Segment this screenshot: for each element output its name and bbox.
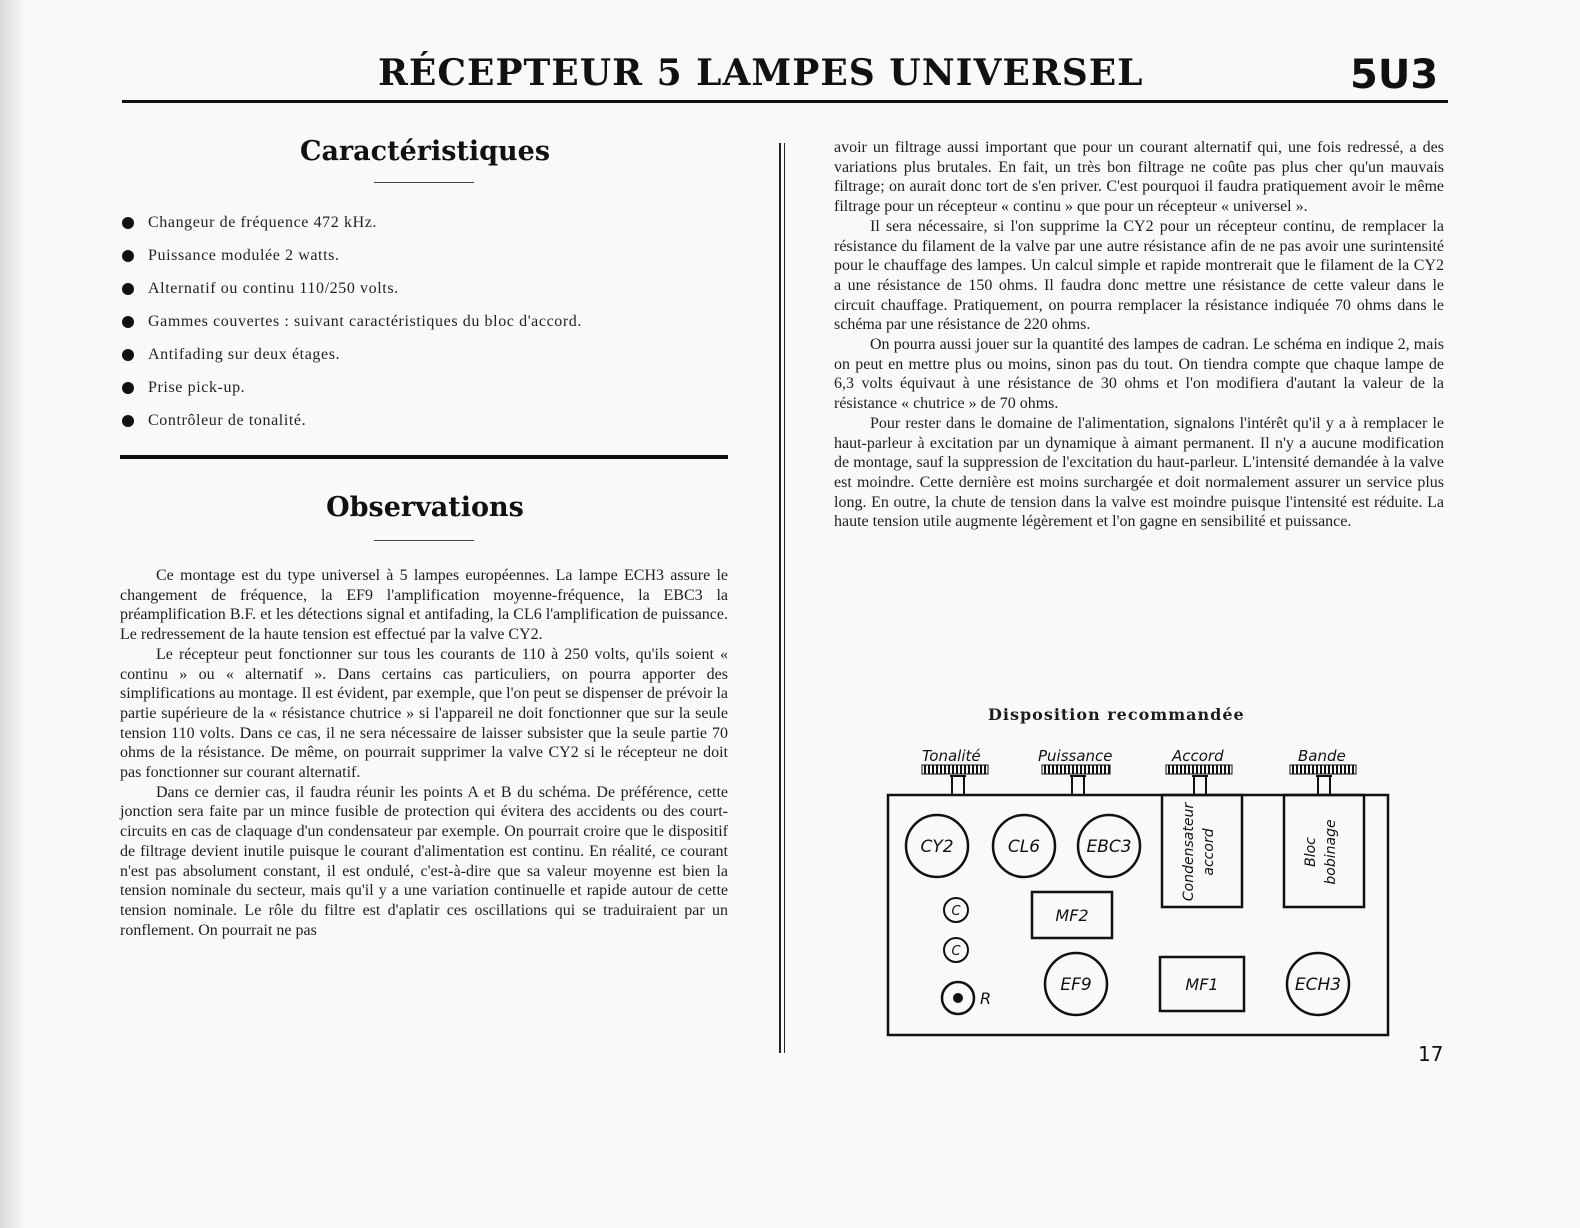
knob-tonalite-icon (922, 765, 988, 794)
header-rule (122, 100, 1448, 103)
page-title: RÉCEPTEUR 5 LAMPES UNIVERSEL (378, 52, 1144, 94)
jack-c-1 (944, 898, 968, 922)
svg-text:MF2: MF2 (1055, 906, 1089, 925)
control-label-accord: Accord (1172, 747, 1224, 765)
svg-text:MF1: MF1 (1185, 975, 1219, 994)
paragraph: Pour rester dans le domaine de l'alimentation, signalons l'intérêt qu'il y a à remplacer le haut-parleur à excitation par un dynamique à aimant permanent. Il n'y a aucune modification de montage, sauf la suppression de l'excitation du haut-parleur. L'intensité demandée à la valve est moindre. Cette dernière est moins surchargée et doit normalement assurer un service plus long. En outre, la chute de tension dans la valve est moindre puisque l'intensité est réduite. La haute tension utile augmente légèrement et l'on gagne en sensibilité et puissance. (834, 414, 1444, 531)
svg-text:ECH3: ECH3 (1294, 975, 1342, 995)
control-label-tonalite: Tonalité (922, 747, 981, 765)
svg-text:EBC3: EBC3 (1086, 837, 1132, 857)
observations-right-column (834, 138, 1444, 532)
bullet-icon (122, 316, 134, 328)
tube-cl6 (993, 815, 1055, 877)
list-item: Gammes couvertes : suivant caractéristiques du bloc d'accord. (122, 305, 582, 338)
svg-text:accord: accord (1201, 828, 1217, 876)
bullet-icon (122, 250, 134, 262)
if-transformer-mf2 (1032, 892, 1112, 938)
if-transformer-mf1 (1160, 957, 1244, 1011)
coil-block (1284, 795, 1364, 907)
list-item: Changeur de fréquence 472 kHz. (122, 206, 582, 239)
tube-cy2 (906, 815, 968, 877)
svg-text:CL6: CL6 (1007, 837, 1041, 857)
page-number: 17 (1418, 1042, 1444, 1066)
observations-underline (374, 540, 474, 541)
paragraph: Dans ce dernier cas, il faudra réunir les points A et B du schéma. De préférence, cette jonction sera faite par un mince fusible de protection qui évitera des accidents ou des court-circuits en cas de claquage d'un condensateur par exemple. On pourrait croire que le dispositif de filtrage devient inutile puisque le courant d'alimentation est continu. En réalité, ce courant n'est pas absolument constant, il est ondulé, c'est-à-dire que sa valeur moyenne est bien la tension nominale du secteur, mais qu'il y a une variation continuelle et rapide autour de cette tension nominale. Le rôle du filtre est d'aplatir ces oscillations qui se traduiraient par un ronflement. On pourrait ne pas (120, 783, 728, 939)
knob-puissance-icon (1042, 765, 1110, 794)
paragraph: avoir un filtrage aussi important que pour un courant alternatif qui, une fois redressé, a des variations plus brutales. En fait, un très bon filtrage ne coûte pas plus cher qu'un mauvais filtrage; on aurait donc tort de s'en priver. C'est pourquoi il faudra pratiquement avoir le même filtrage pour un récepteur « continu » que pour un récepteur « universel ». (834, 139, 1444, 216)
diagram-title: Disposition recommandée (988, 705, 1245, 724)
svg-text:Condensateur: Condensateur (1181, 802, 1197, 902)
list-item: Contrôleur de tonalité. (122, 404, 582, 437)
tube-ebc3 (1078, 815, 1140, 877)
list-item: Alternatif ou continu 110/250 volts. (122, 272, 582, 305)
bullet-icon (122, 349, 134, 361)
variable-capacitor-block (1162, 795, 1242, 907)
bullet-icon (122, 415, 134, 427)
list-item: Puissance modulée 2 watts. (122, 239, 582, 272)
observations-heading: Observations (326, 492, 524, 523)
bullet-icon (122, 217, 134, 229)
svg-text:CY2: CY2 (920, 837, 954, 857)
control-label-puissance: Puissance (1038, 747, 1113, 765)
knob-bande-icon (1290, 765, 1356, 794)
paragraph: Il sera nécessaire, si l'on supprime la CY2 pour un récepteur continu, de remplacer la résistance du filament de la valve par une autre résistance afin de ne pas avoir une surintensité pour le chauffage des lampes. Un calcul simple et rapide montrerait que le filament de la CY2 a une résistance de 150 ohms. Il faudra donc mettre une résistance de cette valeur dans le circuit chauffage. Pratiquement, on pourra remplacer la résistance indiquée 70 ohms dans le schéma par une résistance de 220 ohms. (834, 217, 1444, 334)
column-divider (779, 143, 781, 1053)
paragraph: Ce montage est du type universel à 5 lampes européennes. La lampe ECH3 assure le changement de fréquence, la EF9 l'amplification moyenne-fréquence, la EBC3 la préamplification B.F. et les détections signal et antifading, la CL6 l'amplification de puissance. Le redressement de la haute tension est effectué par la valve CY2. (120, 567, 728, 644)
svg-text:EF9: EF9 (1060, 975, 1092, 995)
section-separator (120, 455, 728, 459)
knob-accord-icon (1166, 765, 1232, 794)
tube-ech3 (1287, 953, 1349, 1015)
bullet-icon (122, 283, 134, 295)
svg-text:Bloc: Bloc (1303, 837, 1319, 867)
paragraph: Le récepteur peut fonctionner sur tous les courants de 110 à 250 volts, qu'ils soient « continu » ou « alternatif ». Dans certains cas particuliers, on pourra apporter des simplifications au montage. Il est évident, par exemple, que l'on peut se dispenser de prévoir la partie supérieure de la « résistance chutrice » si l'appareil ne doit fonctionner que sur la seule tension 110 volts. Dans ce cas, il ne sera nécessaire de laisser subsister que la seule partie 70 ohms de la résistance. De même, on pourrait supprimer la valve CY2 si le récepteur ne doit pas fonctionner sur courant alternatif. (120, 645, 728, 782)
svg-text:bobinage: bobinage (1323, 819, 1339, 885)
observations-left-column (120, 566, 728, 940)
paragraph: On pourra aussi jouer sur la quantité des lampes de cadran. Le schéma en indique 2, mais on peut en mettre plus ou moins, sinon pas du tout. On tiendra compte que chaque lampe de 6,3 volts équivaut à une résistance de 30 ohms et l'on modifiera d'autant la valeur de la résistance « chutrice » de 70 ohms. (834, 336, 1444, 413)
model-code: 5U3 (1350, 52, 1439, 98)
tube-ef9 (1045, 953, 1107, 1015)
jack-c-2 (944, 938, 968, 962)
pickup-jack-r (942, 982, 991, 1014)
list-item: Antifading sur deux étages. (122, 338, 582, 371)
svg-text:C: C (951, 904, 961, 919)
characteristics-list (122, 206, 582, 437)
list-item: Prise pick-up. (122, 371, 582, 404)
control-label-bande: Bande (1298, 747, 1346, 765)
scan-edge (0, 0, 26, 1228)
column-divider-secondary (784, 143, 785, 1053)
characteristics-underline (374, 182, 474, 183)
bullet-icon (122, 382, 134, 394)
chassis-layout-diagram (880, 740, 1400, 1040)
svg-text:C: C (951, 944, 961, 959)
characteristics-heading: Caractéristiques (299, 136, 551, 167)
svg-text:R: R (980, 989, 992, 1008)
